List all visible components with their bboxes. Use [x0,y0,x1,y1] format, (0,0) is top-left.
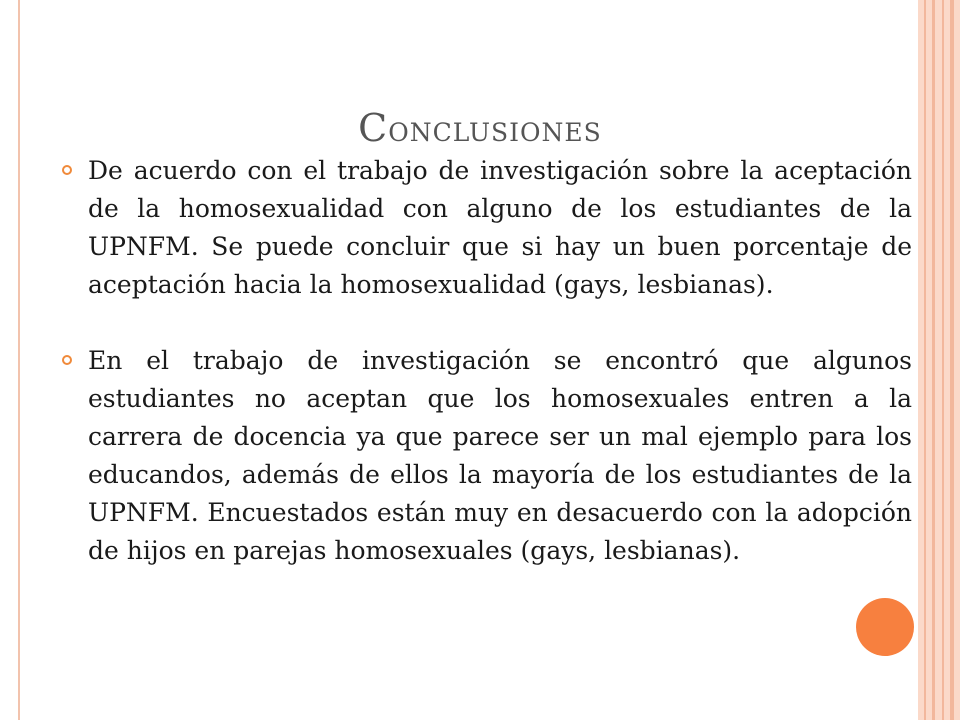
slide-title [0,106,960,150]
bullet-list [62,152,912,570]
bullet-item [62,152,912,304]
decorative-orange-circle [856,598,914,656]
bullet-circle-icon [62,165,72,175]
bullet-circle-icon [62,355,72,365]
slide-title-rest: onclusiones [388,109,602,150]
slide-title-initial: C [358,106,389,150]
bullet-text: De acuerdo con el trabajo de investigación sobre la aceptación de la homosexualidad con alguno de los estudiantes de la UPNFM. Se puede concluir que si hay un buen porcentaje de aceptación hacia la homosexualidad (gays, lesbianas). [88,156,912,299]
bullet-text: En el trabajo de investigación se encontró que algunos estudiantes no aceptan que los homosexuales entren a la carrera de docencia ya que parece ser un mal ejemplo para los educandos, además de ellos la mayoría de los estudiantes de la UPNFM. Encuestados están muy en desacuerdo con la adopción de hijos en parejas homosexuales (gays, lesbianas). [88,346,912,565]
bullet-item [62,342,912,570]
